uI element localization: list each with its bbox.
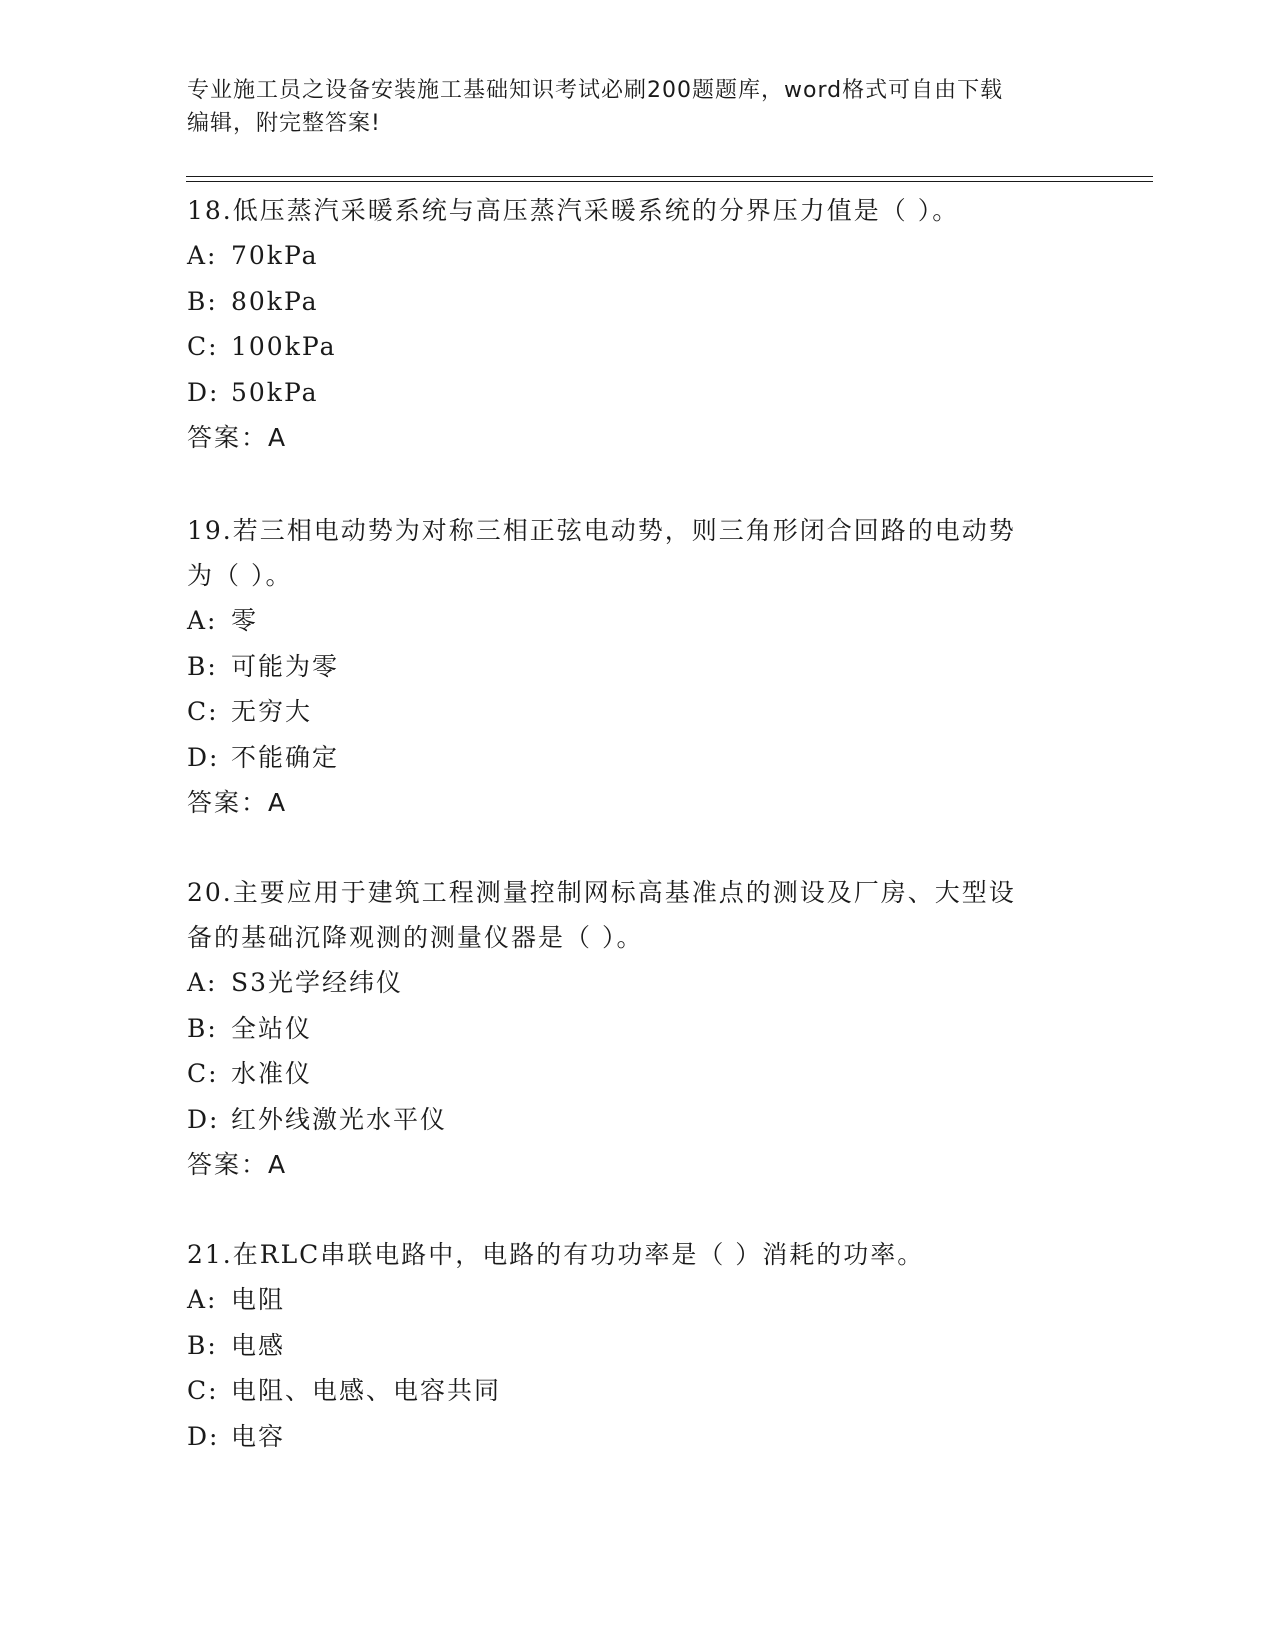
header-divider-bottom: [186, 181, 1153, 182]
option-b: [187, 1006, 1087, 1052]
option-key: C:: [187, 1376, 219, 1405]
option-text: 50kPa: [231, 377, 319, 407]
question-stem: 21.在RLC串联电路中，电路的有功功率是（ ）消耗的功率。: [187, 1240, 925, 1269]
option-key: B:: [187, 651, 218, 681]
option-text: 100kPa: [231, 332, 337, 361]
option-text: 70kPa: [231, 241, 319, 270]
question-stem: 18.低压蒸汽采暖系统与高压蒸汽采暖系统的分界压力值是（ ）。: [187, 196, 960, 225]
option-text: 水准仪: [231, 1059, 313, 1088]
option-key: D:: [187, 742, 220, 772]
option-key: B:: [187, 1330, 218, 1360]
question-20: [187, 870, 1087, 1187]
option-key: D:: [187, 1104, 220, 1134]
question-19: [187, 508, 1087, 825]
option-text: 电感: [231, 1330, 286, 1360]
option-text: 可能为零: [231, 651, 340, 681]
question-stem-line-2: 为（ ）。: [187, 561, 293, 590]
option-b: [187, 644, 1087, 690]
header-line-1: 专业施工员之设备安装施工基础知识考试必刷200题题库，word格式可自由下载: [187, 78, 1004, 103]
option-d: [187, 370, 1087, 416]
option-text: 零: [231, 606, 259, 635]
question-21: [187, 1232, 1087, 1459]
option-c: [187, 1368, 1087, 1414]
option-text: S3光学经纬仪: [231, 968, 404, 997]
option-text: 红外线激光水平仪: [231, 1104, 448, 1134]
header-divider-top: [186, 176, 1153, 177]
option-text: 无穷大: [231, 697, 313, 726]
option-text: 电阻: [231, 1285, 286, 1314]
document-header: [187, 74, 1067, 140]
option-c: [187, 689, 1087, 735]
option-text: 全站仪: [231, 1013, 313, 1043]
option-d: [187, 1414, 1087, 1460]
question-stem-line-2: 备的基础沉降观测的测量仪器是（ ）。: [187, 923, 644, 952]
option-a: [187, 960, 1087, 1006]
answer-line: 答案：A: [187, 788, 288, 817]
question-stem-line-1: 20.主要应用于建筑工程测量控制网标高基准点的测设及厂房、大型设: [187, 878, 1016, 907]
option-text: 电阻、电感、电容共同: [231, 1376, 502, 1405]
option-b: [187, 279, 1087, 325]
option-key: C:: [187, 332, 219, 361]
option-text: 电容: [231, 1421, 286, 1451]
option-a: [187, 233, 1087, 279]
option-key: B:: [187, 286, 218, 316]
answer-line: 答案：A: [187, 423, 288, 452]
option-key: D:: [187, 1421, 220, 1451]
option-d: [187, 1097, 1087, 1143]
option-text: 不能确定: [231, 742, 340, 772]
option-b: [187, 1323, 1087, 1369]
header-line-2: 编辑，附完整答案!: [187, 111, 381, 136]
question-18: [187, 188, 1087, 460]
option-key: C:: [187, 1059, 219, 1088]
option-a: [187, 1277, 1087, 1323]
option-text: 80kPa: [231, 286, 319, 316]
answer-line: 答案：A: [187, 1150, 288, 1179]
option-a: [187, 598, 1087, 644]
option-key: D:: [187, 377, 220, 407]
option-key: C:: [187, 697, 219, 726]
option-key: B:: [187, 1013, 218, 1043]
option-d: [187, 735, 1087, 781]
option-c: [187, 324, 1087, 370]
option-key: A:: [187, 968, 218, 997]
option-key: A:: [187, 1285, 218, 1314]
question-stem-line-1: 19.若三相电动势为对称三相正弦电动势，则三角形闭合回路的电动势: [187, 516, 1016, 545]
option-key: A:: [187, 606, 218, 635]
option-c: [187, 1051, 1087, 1097]
option-key: A:: [187, 241, 218, 270]
